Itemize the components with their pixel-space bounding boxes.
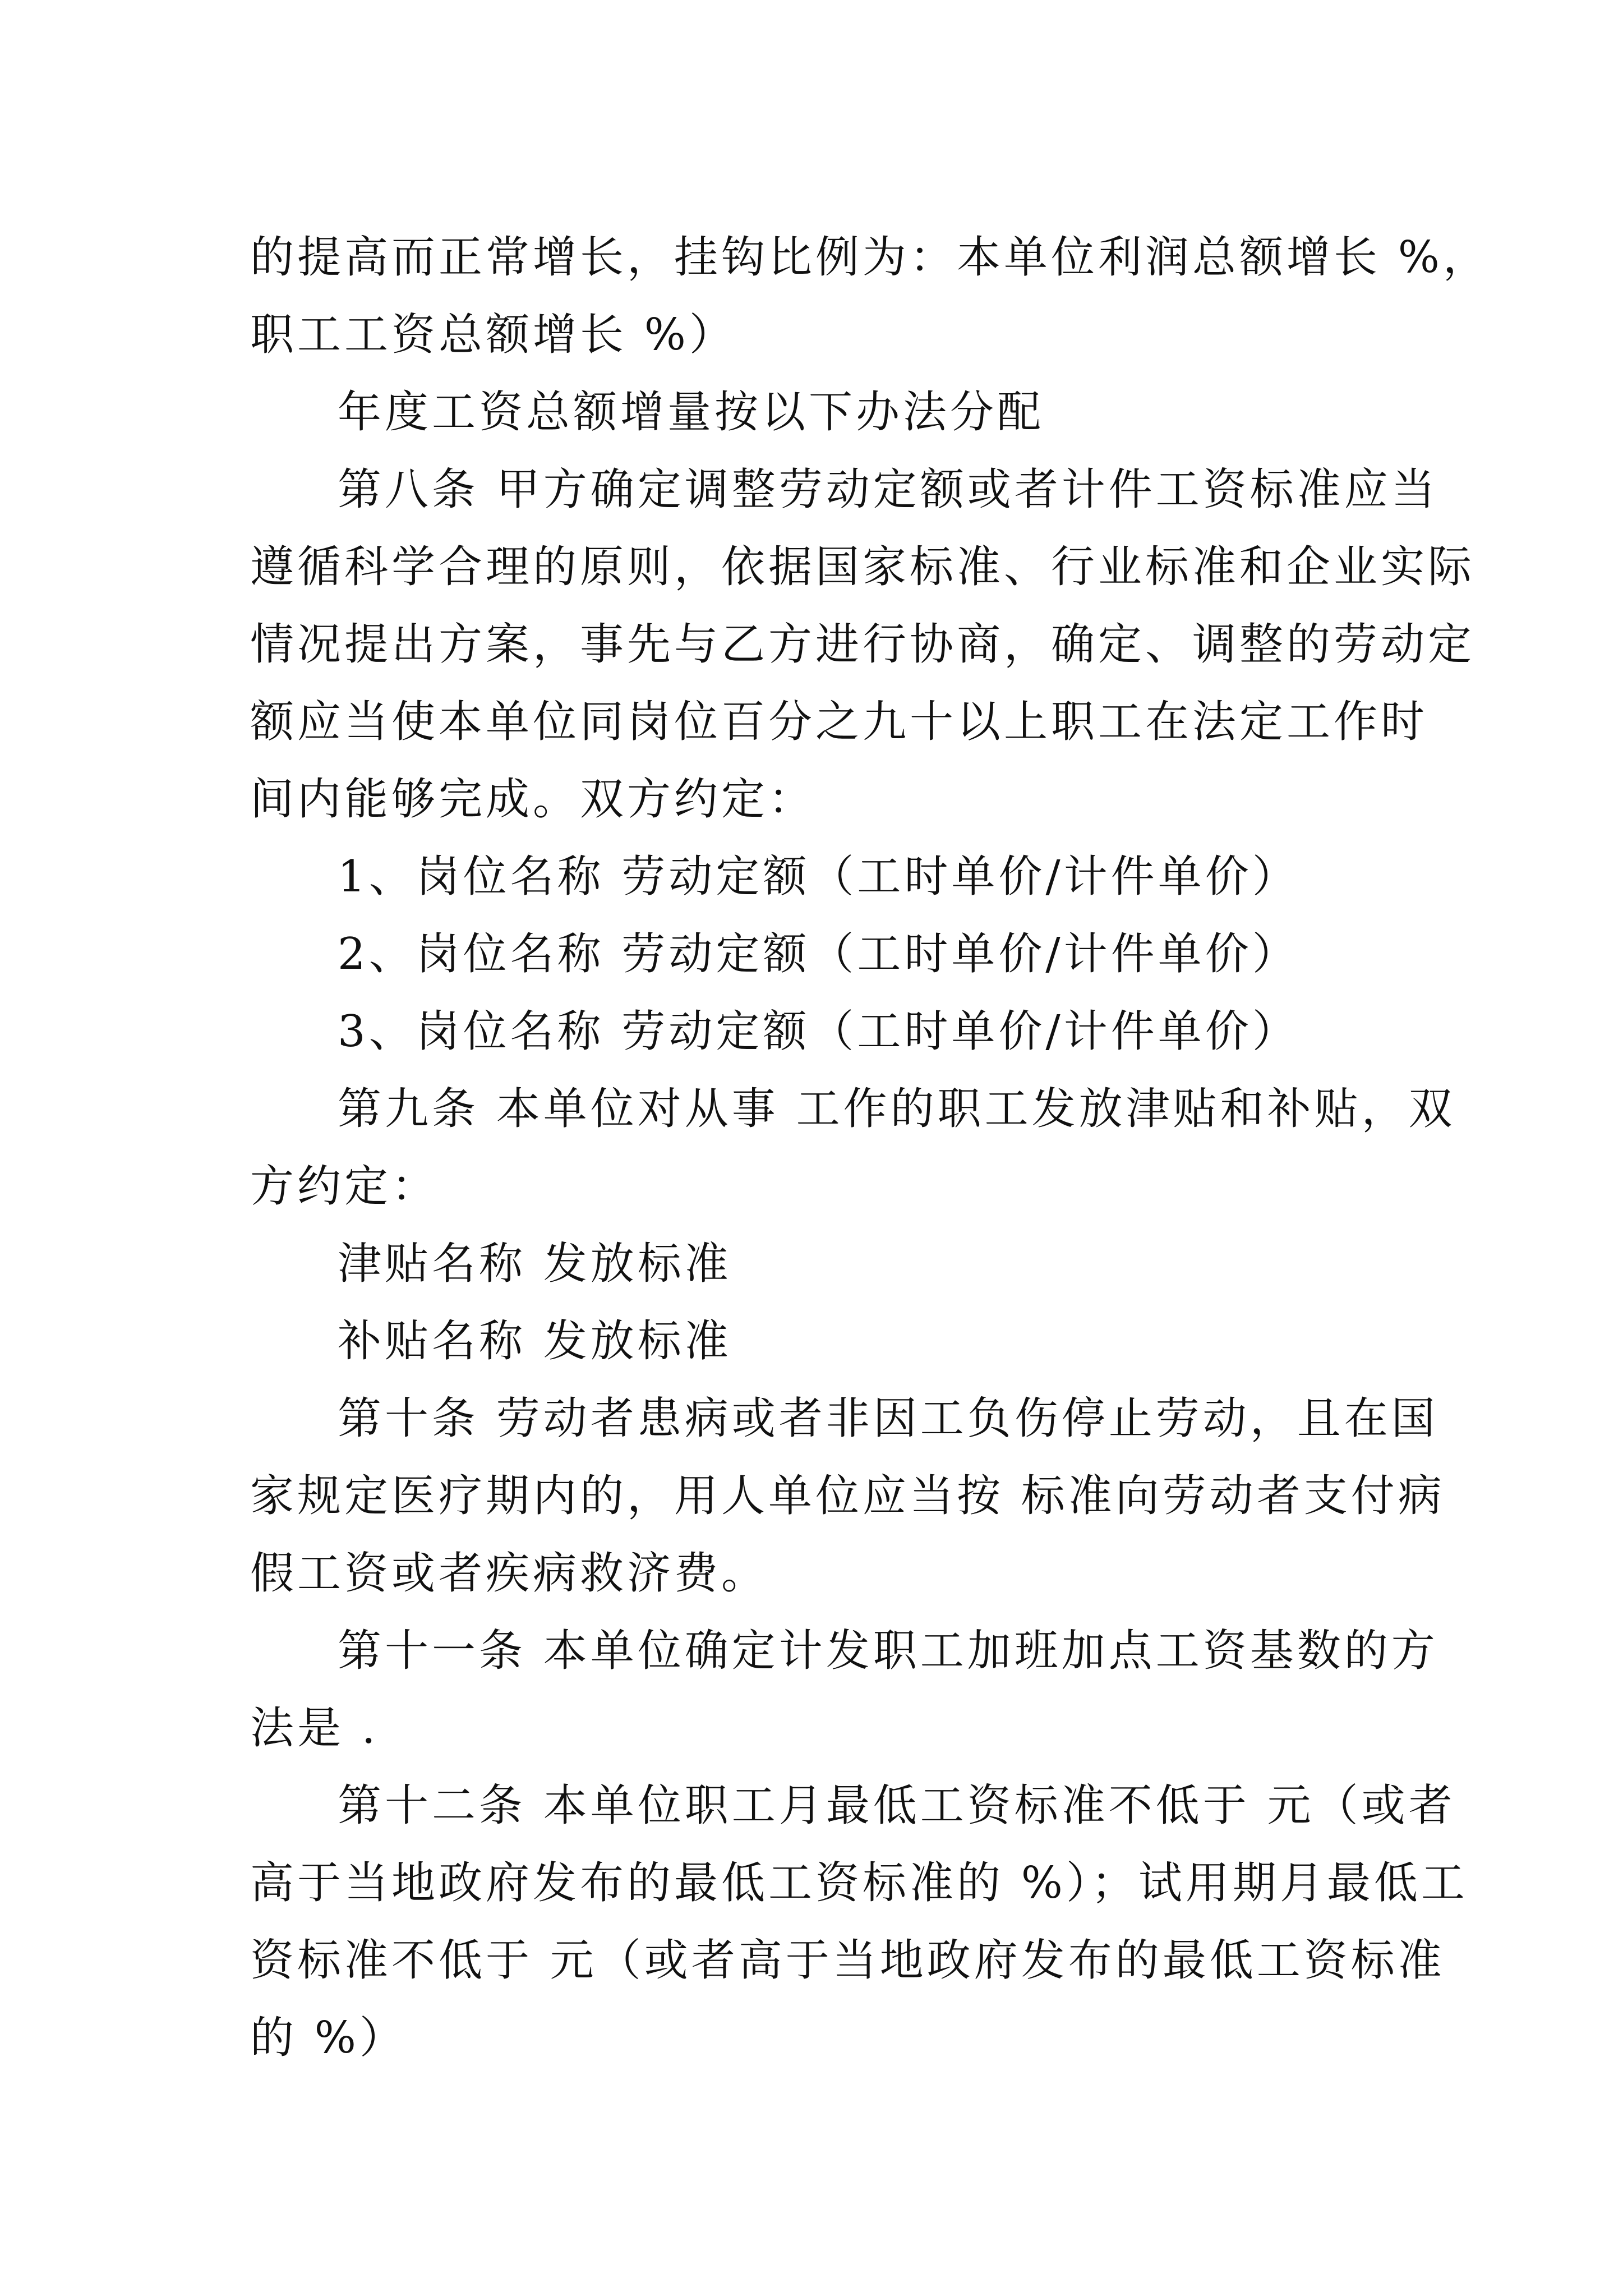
text-line: 1、岗位名称 劳动定额（工时单价/计件单价）	[338, 852, 1299, 902]
text-line: 遵循科学合理的原则，依据国家标准、行业标准和企业实际	[250, 542, 1476, 592]
text-line: 2、岗位名称 劳动定额（工时单价/计件单价）	[338, 929, 1299, 979]
text-line: 职工工资总额增长 %）	[250, 310, 736, 360]
text-line: 法是 .	[250, 1703, 379, 1754]
text-line: 方约定：	[250, 1161, 439, 1212]
text-line: 情况提出方案，事先与乙方进行协商，确定、调整的劳动定	[250, 619, 1476, 670]
text-line: 年度工资总额增量按以下办法分配	[338, 387, 1045, 438]
text-line: 第九条 本单位对从事 工作的职工发放津贴和补贴，双	[338, 1084, 1456, 1134]
text-line: 资标准不低于 元（或者高于当地政府发布的最低工资标准	[250, 1935, 1445, 1986]
text-line: 额应当使本单位同岗位百分之九十以上职工在法定工作时	[250, 697, 1428, 747]
text-line: 的提高而正常增长，挂钩比例为：本单位利润总额增长 %，	[250, 232, 1490, 283]
text-line: 高于当地政府发布的最低工资标准的 %）；试用期月最低工	[250, 1858, 1468, 1908]
text-line: 补贴名称 发放标准	[338, 1316, 732, 1366]
text-line: 的 %）	[250, 2013, 407, 2063]
text-line: 第十二条 本单位职工月最低工资标准不低于 元（或者	[338, 1780, 1456, 1831]
text-line: 第十条 劳动者患病或者非因工负伤停止劳动，且在国	[338, 1393, 1438, 1444]
text-line: 第八条 甲方确定调整劳动定额或者计件工资标准应当	[338, 464, 1438, 515]
text-line: 津贴名称 发放标准	[338, 1239, 732, 1289]
text-line: 间内能够完成。双方约定：	[250, 774, 816, 825]
text-line: 假工资或者疾病救济费。	[250, 1548, 769, 1599]
text-line: 第十一条 本单位确定计发职工加班加点工资基数的方	[338, 1626, 1438, 1676]
document-body	[250, 219, 1490, 2077]
text-line: 3、岗位名称 劳动定额（工时单价/计件单价）	[338, 1006, 1299, 1057]
text-line: 家规定医疗期内的，用人单位应当按 标准向劳动者支付病	[250, 1471, 1445, 1521]
